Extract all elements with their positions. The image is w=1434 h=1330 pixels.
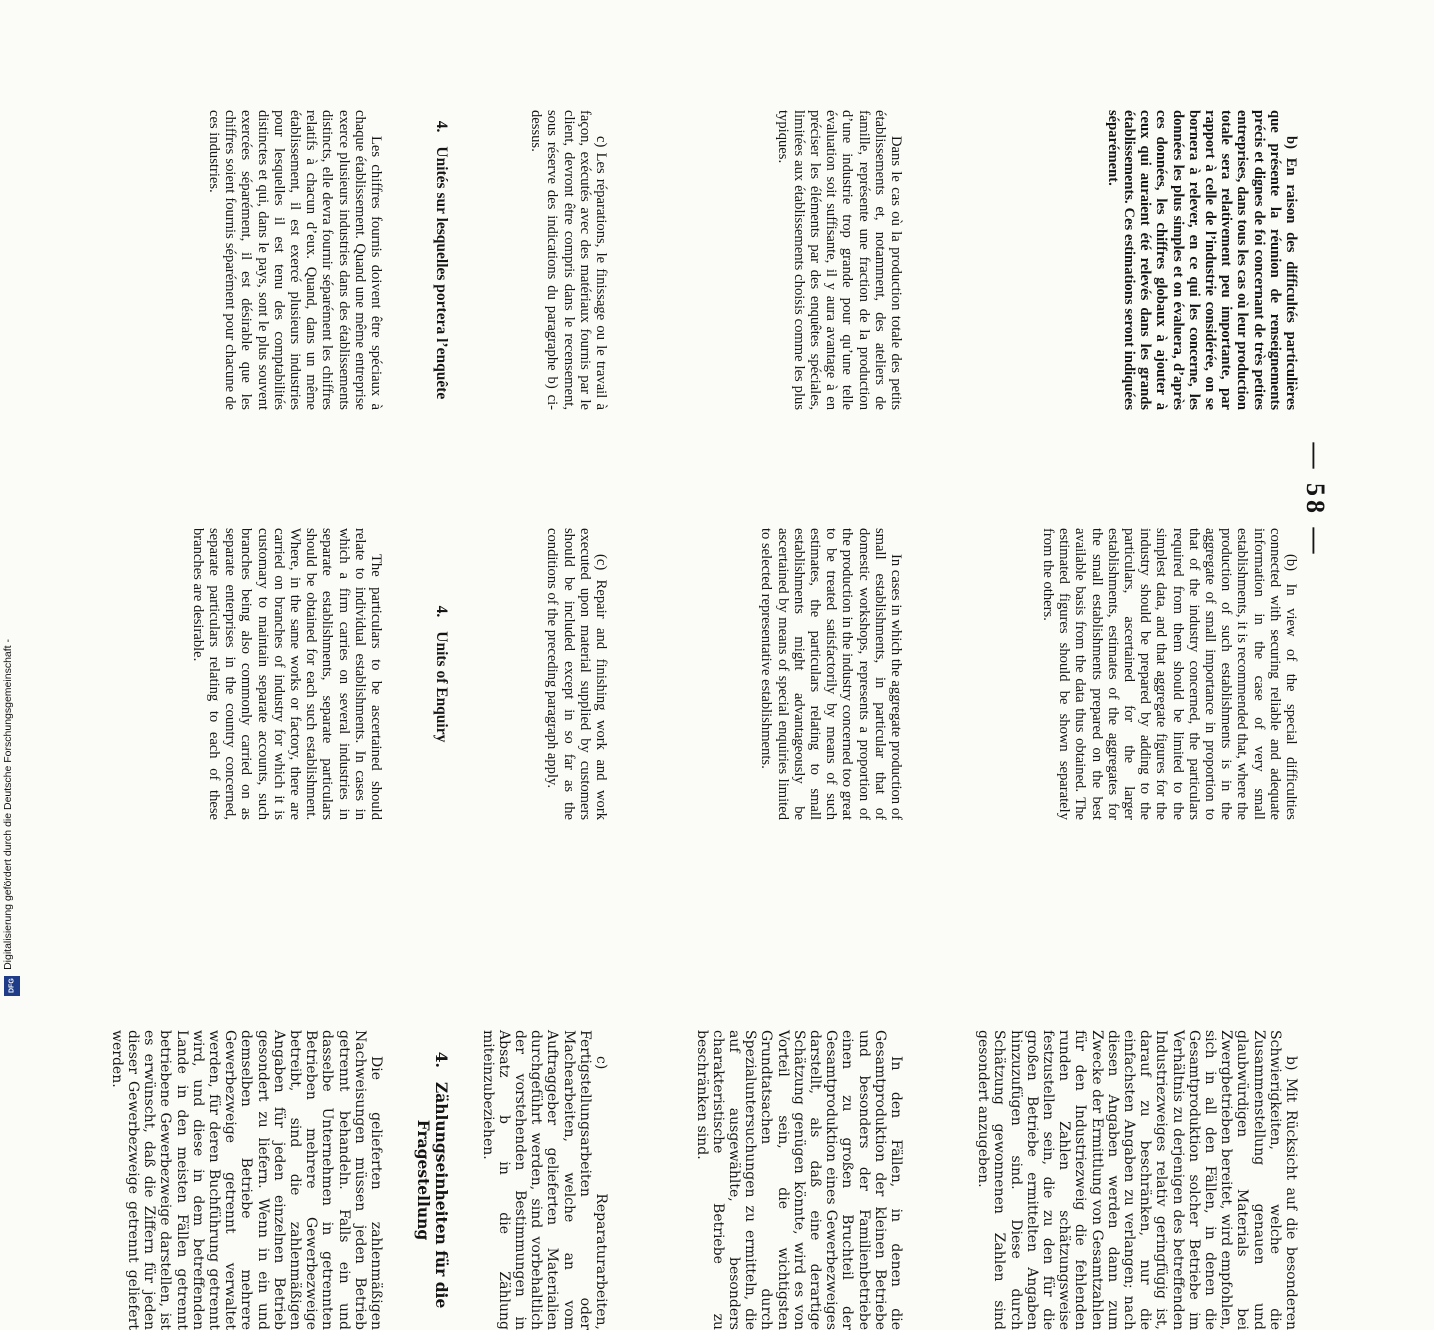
french-section-heading: 4.Unités sur lesquelles portera l’enquête (433, 120, 450, 400)
digitization-credit: Digitalisierung gefördert durch die Deutsche Forschungsgemeinschaft - (2, 639, 14, 970)
french-paragraph-4: Les chiffres fournis doivent être spéciaux à chaque établissement. Quand une même entreprise exerce plusieurs industries dans des établissements distincts, elle devra fournir séparément les chiffres relatifs à chacun d’eux. Quand, dans un même établissement, il est exercé plusieurs industries pour lesquelles il est tenu des comptabilités distinctes et qui, dans le pays, sont le plus souvent exercées séparément, il est désirable que les chiffres soient fournis séparément pour chacune de ces industries. (205, 110, 384, 410)
dfg-logo: DFG (4, 976, 20, 996)
english-paragraph-c: (c) Repair and finishing work and work executed upon material supplied by customers should be included except in so far as the conditions of the preceding paragraph apply. (544, 528, 609, 820)
german-paragraph-4: Die gelieferten zahlenmäßigen Nachweisungen müssen jeden Betrieb getrennt behandeln. Falls ein und dasselbe Unternehmen in getrennten Betrieben mehrere Gewerbezweige betreibt, sind die zahlenmäßigen Angaben für jeden einzelnen Betrieb gesondert zu liefern. Wenn in ein und demselben Betriebe mehrere Gewerbezweige getrennt verwaltet werden, für deren Buchführung getrennt wird, und diese in dem betreffenden Lande in den meisten Fällen getrennt betriebene Gewerbezweige darstellen, ist es erwünscht, daß die Ziffern für jeden dieser Gewerbezweige getrennt geliefert werden. (108, 1030, 384, 1330)
english-paragraph-b-continued: In cases in which the aggregate production of small establishments, in particular that of domestic workshops, represents a proportion of the production in the industry concerned too great to be treated satisfactorily by means of such estimates, the particulars relating to small establishments might advantageously be ascertained by means of special enquiries limited to selected representative establishments. (758, 528, 904, 820)
german-section-heading: 4.Zählungseinheiten für die Fragestellung (414, 1051, 451, 1309)
footer-bar (0, 0, 26, 1000)
german-paragraph-b: b) Mit Rücksicht auf die besonderen Schwierigkeiten, welche die Zusammenstellung genauen und glaubwürdigen Materials bei Zwergbetrieben bereitet, wird empfohlen, sich in all den Fällen, in denen die Gesamtproduktion solcher Betriebe im Verhältnis zu derjenigen des betreffenden Industriezweiges relativ geringfügig ist, darauf zu beschränken, nur die einfachsten Angaben zu verlangen; nach diesen Angaben werden dann zum Zwecke der Ermittlung von Gesamtzahlen für den Industriezweig die fehlenden runden Zahlen schätzungsweise festzustellen sein, die zu den für die großen Betriebe ermittelten Angaben hinzuzufügen sind. Diese durch Schätzung gewonnenen Zahlen sind gesondert anzugeben. (975, 1030, 1299, 1330)
french-paragraph-b: b) En raison des difficultés particulières que présente la réunion de renseignements précis et dignes de foi concernant de très petites entreprises, dans tous les cas où leur production totale sera relativement peu importante, par rapport à celle de l’industrie considérée, on se bornera à relever, en ce qui les concerne, les données les plus simples et on évaluera, d’après ces données, les chiffres globaux à ajouter à ceux qui auraient été relevés dans les grands établissements. Ces estimations seront indiquées séparément. (1104, 110, 1299, 410)
english-section-heading: 4.Units of Enquiry (433, 605, 450, 743)
english-paragraph-4: The particulars to be ascertained should relate to individual establishments. In cases in which a firm carries on several industries in separate establishments, separate particulars should be obtained for each such establishment. Where, in the same works or factory, there are carried on branches of industry for which it is customary to maintain separate accounts, such branches being also commonly carried on as separate enterprises in the country concerned, separate particulars relating to each of these branches are desirable. (189, 528, 384, 820)
english-paragraph-b: (b) In view of the special difficulties connected with securing reliable and adequate information in the case of very small establishments, it is recommended that, where the production of such establishments is in the aggregate of small importance in proportion to that of the industry concerned, the particulars required from them should be limited to the simplest data, and that aggregate figures for the industry should be prepared by adding to the particulars, ascertained for the larger establishments, estimates of the aggregates for the small establishments prepared on the best available basis from the data thus obtained. The estimated figures should be shown separately from the others. (1039, 528, 1299, 820)
german-paragraph-c: c) Reparaturarbeiten, Fertigstellungsarbeiten oder Machearbeiten, welche an vom Auftraggeber gelieferten Materialien durchgeführt werden, sind vorbehaltlich der vorstehenden Bestimmungen in Absatz b in die Zählung miteinzubeziehen. (479, 1030, 609, 1330)
german-paragraph-b-continued: In den Fällen, in denen die Gesamtproduktion der kleinen Betriebe und besonders der Familienbetriebe einen zu großen Bruchteil der Gesamtproduktion eines Gewerbezweiges darstellt, als daß eine derartige Schätzung genügen könnte, wird es von Vorteil sein, die wichtigsten Grundtatsachen durch Spezialuntersuchungen zu ermitteln, die auf ausgewählte, besonders charakteristische Betriebe zu beschränken sind. (693, 1030, 904, 1330)
page-number: — 58 — (1301, 442, 1330, 558)
french-paragraph-b-continued: Dans le cas où la production totale des petits établissements et, notamment, des ateliers de famille, représente une fraction de la production d’une industrie trop grande pour qu’une telle évaluation soit suffisante, il y aura avantage à en préciser les éléments par des enquêtes spéciales, limitées aux établissements choisis comme les plus typiques. (774, 110, 904, 410)
french-paragraph-c: c) Les réparations, le finissage ou le travail à façon, exécutés avec des matériaux fournis par le client, devront être compris dans le recensement, sous réserve des indications du paragraphe b) ci-dessus. (528, 110, 609, 410)
